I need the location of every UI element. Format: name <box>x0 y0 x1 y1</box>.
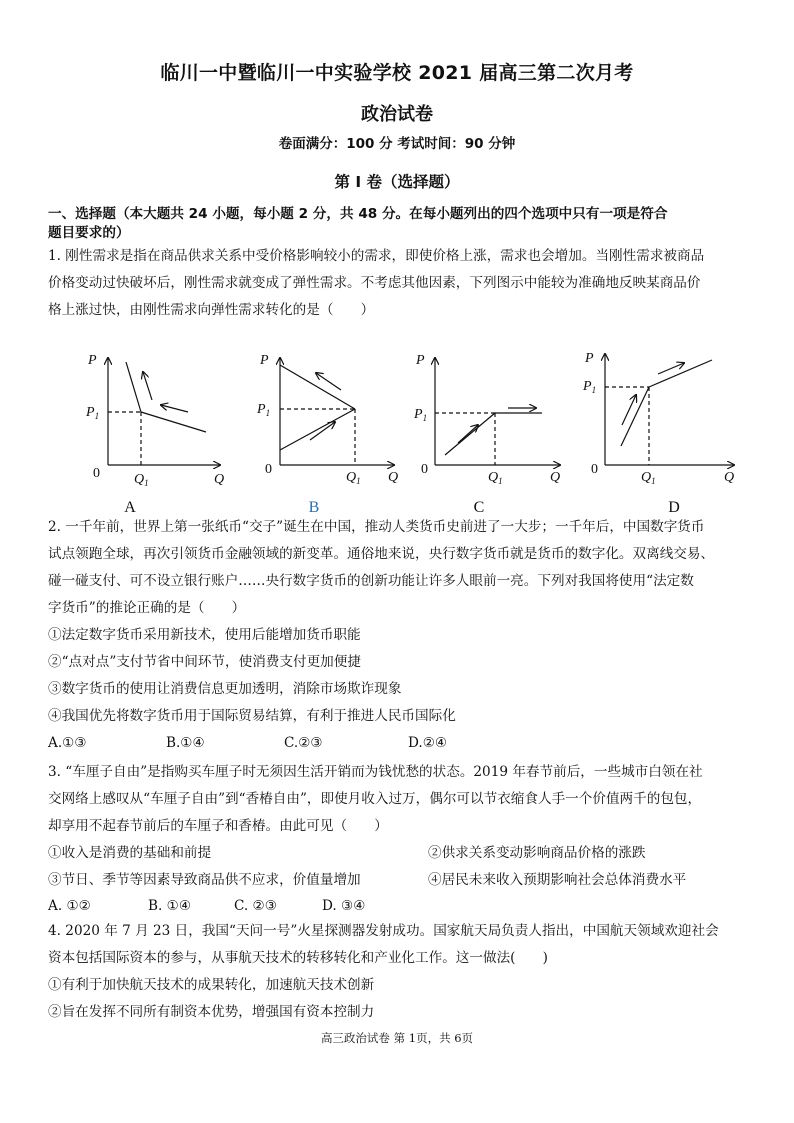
q2-item: ①法定数字货币采用新技术，使用后能增加货币职能 <box>48 627 361 643</box>
p-label: P <box>88 353 97 368</box>
graph-c <box>435 358 560 465</box>
q3-item: ①收入是消费的基础和前提 <box>48 845 212 861</box>
q2-option-d[interactable]: D.②④ <box>408 735 448 751</box>
q1-label: $Q_1$ <box>346 470 361 486</box>
exam-title: 临川一中暨临川一中实验学校 2021 届高三第二次月考 <box>160 62 634 84</box>
q2-item: ②“点对点”支付节省中间环节，使消费支付更加便捷 <box>48 654 361 670</box>
option-a[interactable]: A <box>124 499 136 516</box>
q-label: Q <box>550 470 561 485</box>
page-footer: 高三政治试卷 第 1页，共 6页 <box>320 1031 474 1045</box>
p-label: P <box>585 351 594 366</box>
q3-item: ③节日、季节等因素导致商品供不应求，价值量增加 <box>48 872 361 888</box>
q-label: Q <box>214 472 225 487</box>
origin-label: 0 <box>421 462 428 477</box>
q3-line: 3. “车厘子自由”是指购买车厘子时无须因生活开销而为钱忧愁的状态。2019 年春节前后，一些城市白领在社 <box>48 764 703 780</box>
q3-option-d[interactable]: D. ③④ <box>322 898 366 914</box>
option-d[interactable]: D <box>668 499 680 516</box>
q1-line: 价格变动过快破坏后，刚性需求就变成了弹性需求。不考虑其他因素，下列图示中能较为准确地反映某商品价 <box>48 275 701 291</box>
q1-line: 1. 刚性需求是指在商品供求关系中受价格影响较小的需求，即使价格上涨，需求也会增加。当刚性需求被商品 <box>48 248 705 264</box>
q2-line: 试点领跑全球，再次引领货币金融领域的新变革。通俗地来说，央行数字货币就是货币的数字化。双离线交易、 <box>48 546 715 562</box>
q3-option-b[interactable]: B. ①④ <box>148 898 192 914</box>
q3-option-c[interactable]: C. ②③ <box>234 898 277 914</box>
q2-item: ③数字货币的使用让消费信息更加透明，消除市场欺诈现象 <box>48 681 402 697</box>
option-b[interactable]: B <box>308 499 320 516</box>
q2-option-b[interactable]: B.①④ <box>166 735 205 751</box>
section-heading-line2: 题目要求的） <box>48 225 130 241</box>
p1-label: $P_1$ <box>86 405 100 421</box>
p1-label: $P_1$ <box>583 379 597 395</box>
q2-option-c[interactable]: C.②③ <box>284 735 323 751</box>
part-title: 第 I 卷（选择题） <box>334 173 460 191</box>
q2-option-a[interactable]: A.①③ <box>48 735 87 751</box>
q3-items-row2 <box>48 867 748 894</box>
origin-label: 0 <box>93 466 100 481</box>
q2-line: 2. 一千年前，世界上第一张纸币“交子”诞生在中国，推动人类货币史前进了一大步；一千年后，中国数字货币 <box>48 519 705 535</box>
graph-d <box>605 354 734 465</box>
q2-options <box>48 735 748 751</box>
q4-item: ①有利于加快航天技术的成果转化，加速航天技术创新 <box>48 977 375 993</box>
q4-line: 4. 2020 年 7 月 23 日，我国“天问一号”火星探测器发射成功。国家航天局负责人指出，中国航天领域欢迎社会 <box>48 923 719 939</box>
graph-b <box>280 358 394 465</box>
q1-label: $Q_1$ <box>488 470 503 486</box>
q1-label: $Q_1$ <box>134 472 149 488</box>
q-label: Q <box>388 470 399 485</box>
q3-items-row1 <box>48 840 748 867</box>
graph-a <box>108 358 220 465</box>
subject-title: 政治试卷 <box>361 104 433 125</box>
origin-label: 0 <box>591 462 598 477</box>
p1-label: $P_1$ <box>414 407 428 423</box>
q3-options <box>48 898 748 914</box>
q1-line: 格上涨过快，由刚性需求向弹性需求转化的是（ ） <box>48 302 375 318</box>
origin-label: 0 <box>265 462 272 477</box>
p1-label: $P_1$ <box>257 402 271 418</box>
q3-item: ④居民未来收入预期影响社会总体消费水平 <box>428 872 687 888</box>
q3-line: 交网络上感叹从“车厘子自由”到“香椿自由”，即使月收入过万，偶尔可以节衣缩食人手一个价值两千的包包， <box>48 791 702 807</box>
q2-line: 字货币”的推论正确的是（ ） <box>48 600 246 616</box>
q2-line: 碰一碰支付、可不设立银行账户……央行数字货币的创新功能让许多人眼前一亮。下列对我国将使用“法定数 <box>48 573 694 589</box>
q3-item: ②供求关系变动影响商品价格的涨跌 <box>428 845 646 861</box>
q4-line: 资本包括国际资本的参与，从事航天技术的转移转化和产业化工作。这一做法( ) <box>48 950 548 966</box>
option-c[interactable]: C <box>473 499 485 516</box>
exam-info: 卷面满分：100 分 考试时间：90 分钟 <box>278 136 516 152</box>
p-label: P <box>416 353 425 368</box>
section-heading-line1: 一、选择题（本大题共 24 小题，每小题 2 分，共 48 分。在每小题列出的四个选项中只有一项是符合 <box>48 206 668 222</box>
q3-option-a[interactable]: A. ①② <box>48 898 91 914</box>
q-label: Q <box>724 470 735 485</box>
p-label: P <box>260 353 269 368</box>
q1-graphs <box>48 340 748 520</box>
q1-label: $Q_1$ <box>641 470 656 486</box>
q3-line: 却享用不起春节前后的车厘子和香椿。由此可见（ ） <box>48 818 388 834</box>
q4-item: ②旨在发挥不同所有制资本优势，增强国有资本控制力 <box>48 1004 375 1020</box>
q2-item: ④我国优先将数字货币用于国际贸易结算，有利于推进人民币国际化 <box>48 708 456 724</box>
